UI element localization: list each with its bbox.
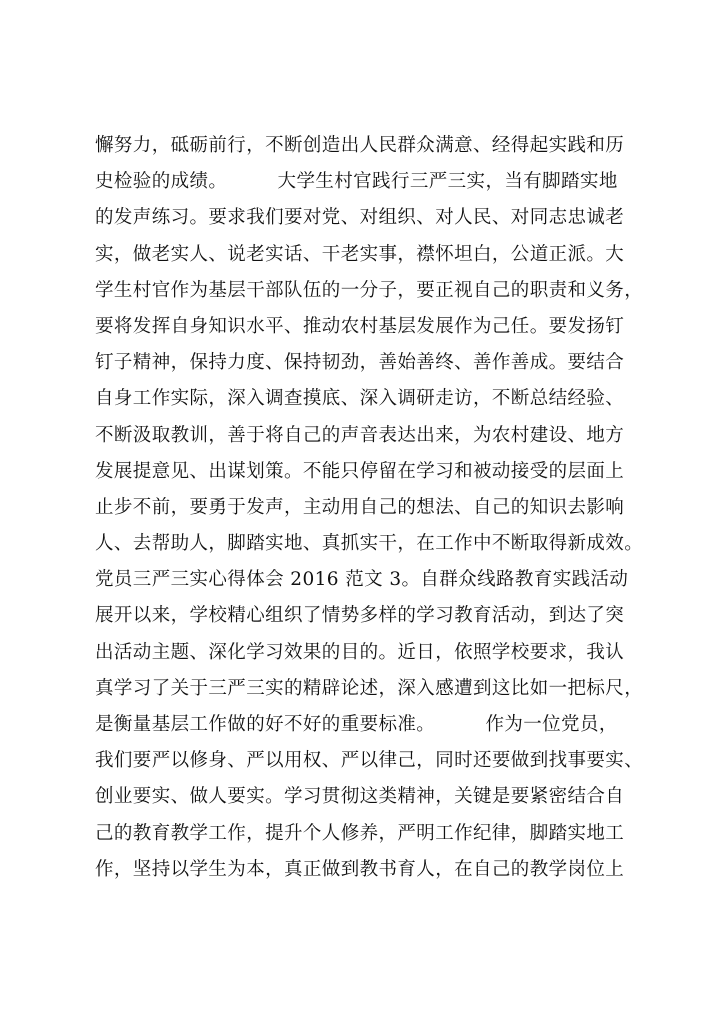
body-text [95,132,695,892]
text-line: 己的教育教学工作，提升个人修养，严明工作纪律，脚踏实地工 [95,822,625,844]
text-line: 不断汲取教训，善于将自己的声音表达出来，为农村建设、地方 [95,424,625,446]
text-line: 真学习了关于三严三实的精辟论述，深入感遭到这比如一把标尺， [95,677,644,699]
text-line: 我们要严以修身、严以用权、严以律己，同时还要做到找事要实、 [95,750,644,772]
text-line: 止步不前，要勇于发声，主动用自己的想法、自己的知识去影响 [95,496,625,518]
text-line: 实，做老实人、说老实话、干老实事，襟怀坦白，公道正派。大 [95,243,625,265]
text-line: 发展提意见、出谋划策。不能只停留在学习和被动接受的层面上 [95,460,625,482]
text-line: 史检验的成绩。 大学生村官践行三严三实，当有脚踏实地 [95,171,618,193]
text-line: 钉子精神，保持力度、保持韧劲，善始善终、善作善成。要结合 [95,352,625,374]
text-line: 展开以来，学校精心组织了情势多样的学习教育活动，到达了突 [95,605,625,627]
text-line: 出活动主题、深化学习效果的目的。近日，依照学校要求，我认 [95,641,625,663]
text-line: 自身工作实际，深入调查摸底、深入调研走访，不断总结经验、 [95,388,625,410]
text-line: 的发声练习。要求我们要对党、对组织、对人民、对同志忠诚老 [95,207,625,229]
text-line: 党员三严三实心得体会 2016 范文 3。自群众线路教育实践活动 [95,569,629,591]
text-line: 创业要实、做人要实。学习贯彻这类精神，关键是要紧密结合自 [95,786,625,808]
text-line: 作，坚持以学生为本，真正做到教书育人，在自己的教学岗位上 [95,858,625,880]
text-line: 懈努力，砥砺前行，不断创造出人民群众满意、经得起实践和历 [95,135,625,156]
text-line: 人、去帮助人，脚踏实地、真抓实干，在工作中不断取得新成效。 [95,533,644,555]
text-line: 要将发挥自身知识水平、推动农村基层发展作为己任。要发扬钉 [95,315,625,337]
text-line: 学生村官作为基层干部队伍的一分子，要正视自己的职责和义务， [95,279,644,301]
text-line: 是衡量基层工作做的好不好的重要标准。 作为一位党员， [95,714,618,735]
